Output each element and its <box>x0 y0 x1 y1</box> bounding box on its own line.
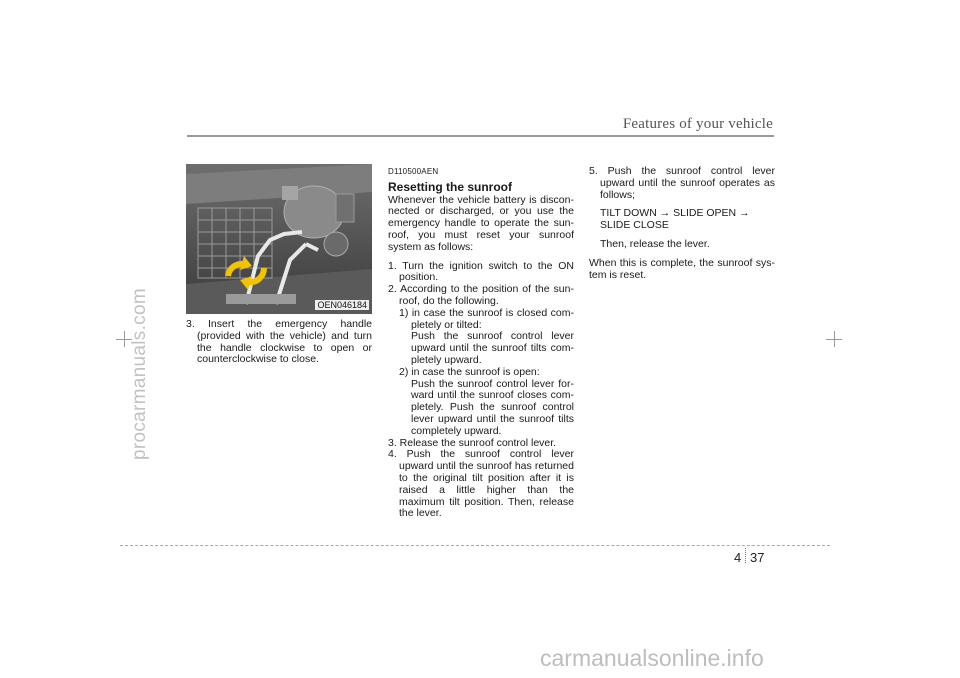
figure-code: OEN046184 <box>317 300 367 310</box>
footer-rule <box>120 545 830 546</box>
release-instruction: Then, release the lever. <box>600 237 710 250</box>
intro-paragraph: Whenever the vehicle battery is disconnected or discharged, or you use the emergency handle to operate the sunroof, you must reset your sunroof system as follows: <box>388 193 574 253</box>
step-2: 2. According to the position of the sunroof, do the following. <box>388 283 574 307</box>
step-3: 3. Release the sunroof control lever. <box>388 436 557 449</box>
crop-mark-left-v <box>124 331 125 347</box>
column-3 <box>589 166 775 281</box>
operation-sequence: TILT DOWN → SLIDE OPEN → SLIDE CLOSE <box>600 207 750 232</box>
header-rule <box>187 135 774 137</box>
step-3-emergency-handle: 3. Insert the emergency handle (provided with the vehicle) and turn the handle clockwise to open or counterclockwise to close. <box>186 318 372 366</box>
substep-1: 1) in case the sunroof is closed completely or tilted: <box>399 306 574 331</box>
watermark-bottom: carmanualsonline.info <box>540 645 764 671</box>
column-2 <box>388 166 574 520</box>
section-code: D110500AEN <box>388 167 439 176</box>
step-5: 5. Push the sunroof control lever upward until the sunroof operates as follows; <box>589 165 775 201</box>
substep-2: 2) in case the sunroof is open: <box>399 365 540 378</box>
step-1: 1. Turn the ignition switch to the ON position. <box>388 259 574 284</box>
step-4: 4. Push the sunroof control lever upward until the sunroof has returned to the original tilt position after it is raised a little higher than the maximum tilt position. Then, release the lever. <box>388 448 574 520</box>
watermark-side: procarmanuals.com <box>129 288 150 460</box>
page-number-separator <box>745 548 746 563</box>
header-title: Features of your vehicle <box>622 116 773 132</box>
substep-1-text: Push the sunroof control lever upward until the sunroof tilts completely upward. <box>411 330 574 366</box>
sunroof-illustration <box>186 164 372 314</box>
page-number: 37 <box>750 550 765 565</box>
crop-mark-right-v <box>834 331 835 347</box>
sunroof-emergency-handle-figure <box>186 164 372 314</box>
section-title: Resetting the sunroof <box>388 179 513 194</box>
substep-2-text: Push the sunroof control lever forward until the sunroof closes completely. Push the sunroof control lever upward until the sunroof tilts completely upward. <box>411 377 574 437</box>
column-1 <box>186 319 372 366</box>
chapter-number: 4 <box>734 550 742 565</box>
completion-note: When this is complete, the sunroof system is reset. <box>589 256 775 281</box>
